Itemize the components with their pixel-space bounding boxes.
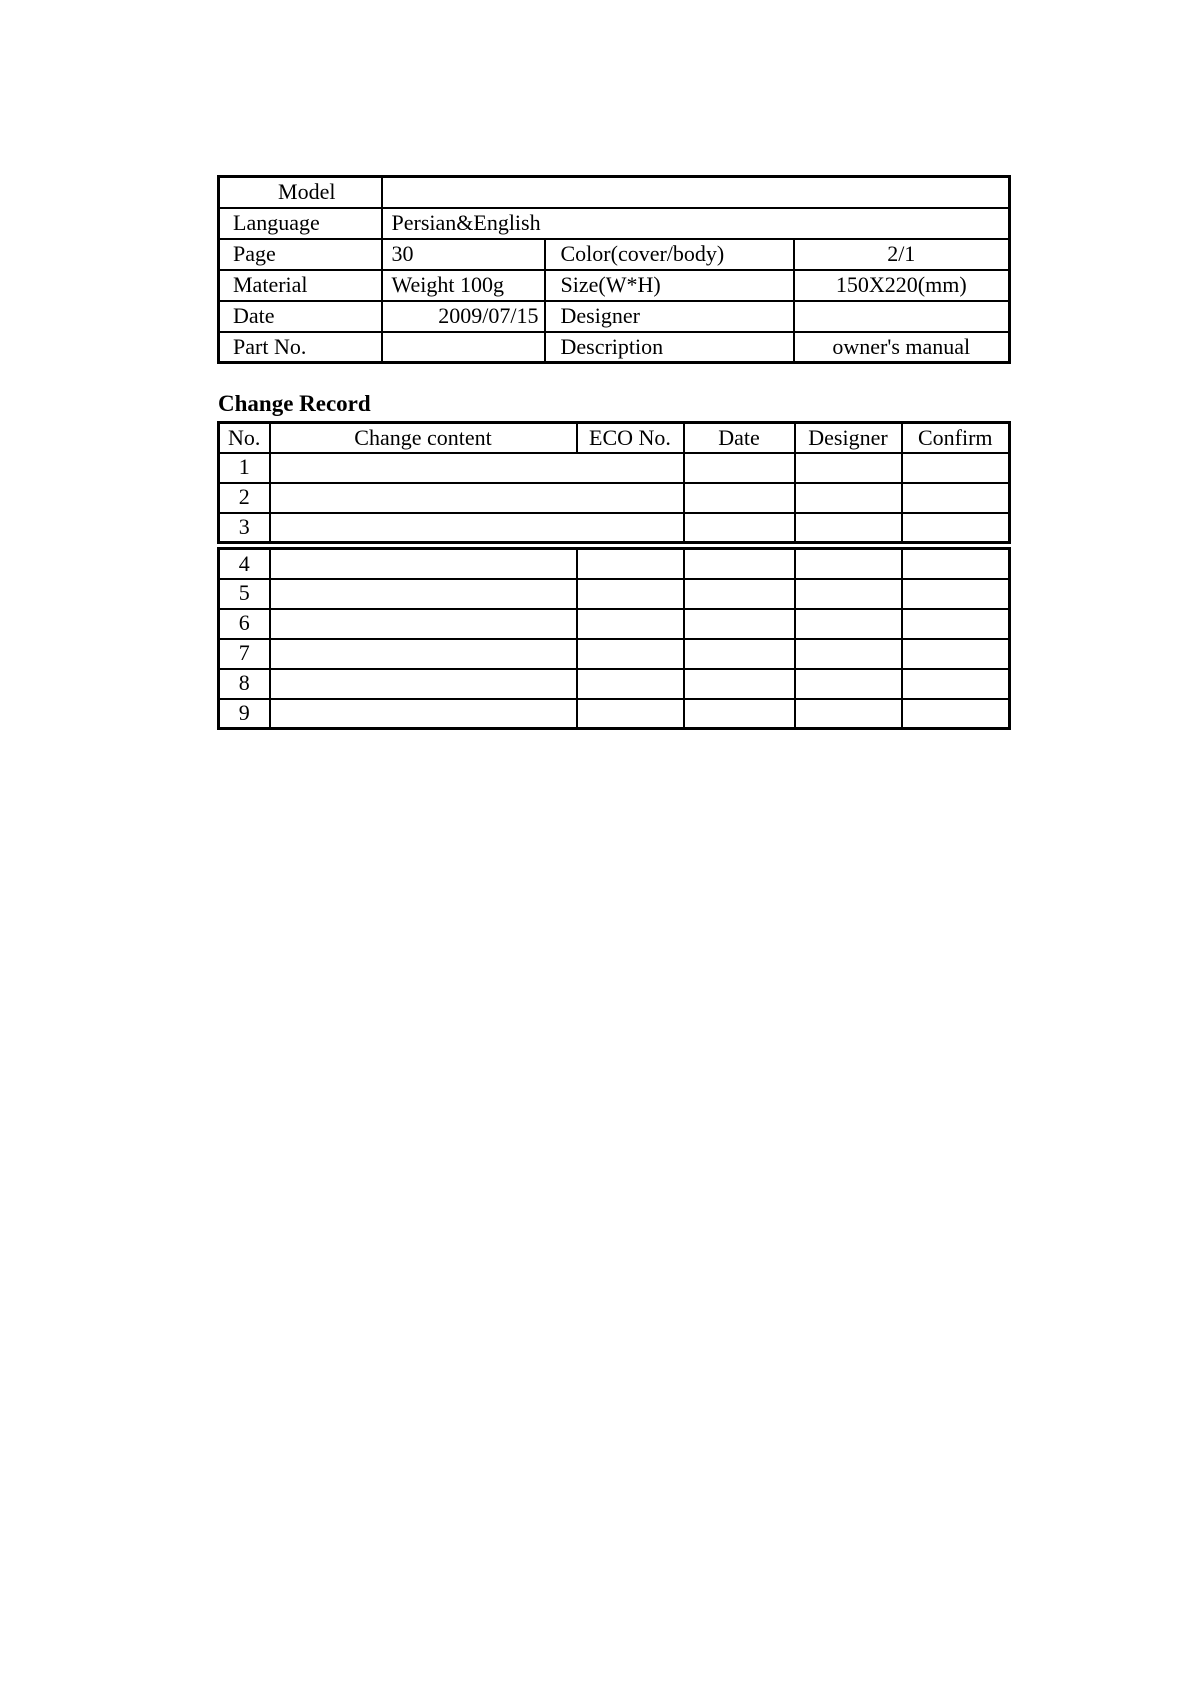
change-record-row-9 [219,699,1010,729]
cr-cell-date [684,609,795,639]
cr-row-number: 9 [219,699,270,729]
change-record-row-3 [219,513,1010,543]
cr-cell-confirm [902,579,1010,609]
spec-row-partno [219,332,1010,363]
spec-label-designer: Designer [545,301,794,332]
cr-cell-designer [795,549,902,579]
cr-cell-change-content [270,549,577,579]
cr-cell-date [684,639,795,669]
spec-label-date: Date [219,301,382,332]
cr-cell-date [684,483,795,513]
cr-cell-designer [795,579,902,609]
cr-cell-eco-no [577,669,684,699]
cr-header-date: Date [684,423,795,453]
cr-cell-confirm [902,669,1010,699]
cr-cell-date [684,699,795,729]
cr-cell-change-content [270,579,577,609]
cr-cell-eco-no [577,639,684,669]
cr-row-number: 2 [219,483,270,513]
cr-cell-date [684,549,795,579]
cr-cell-change-content [270,453,684,483]
spec-value-designer [794,301,1010,332]
cr-header-confirm: Confirm [902,423,1010,453]
change-record-table-bottom [217,547,1011,730]
cr-cell-change-content [270,609,577,639]
spec-label-color: Color(cover/body) [545,239,794,270]
cr-cell-designer [795,483,902,513]
change-record-row-2 [219,483,1010,513]
cr-cell-designer [795,639,902,669]
cr-row-number: 1 [219,453,270,483]
cr-cell-change-content [270,513,684,543]
cr-cell-date [684,453,795,483]
spec-row-language [219,208,1010,239]
cr-cell-confirm [902,639,1010,669]
cr-header-no: No. [219,423,270,453]
cr-header-designer: Designer [795,423,902,453]
spec-value-partno [382,332,545,363]
change-record-heading: Change Record [218,391,371,416]
cr-cell-eco-no [577,699,684,729]
change-record-row-8 [219,669,1010,699]
cr-cell-change-content [270,669,577,699]
cr-cell-designer [795,669,902,699]
spec-value-language: Persian&English [382,208,1010,239]
cr-row-number: 7 [219,639,270,669]
spec-value-date: 2009/07/15 [382,301,545,332]
cr-cell-confirm [902,483,1010,513]
change-record-row-6 [219,609,1010,639]
cr-row-number: 8 [219,669,270,699]
change-record-table-top [217,421,1011,544]
cr-cell-designer [795,609,902,639]
spec-row-model [219,177,1010,208]
spec-value-description: owner's manual [794,332,1010,363]
cr-row-number: 4 [219,549,270,579]
cr-row-number: 5 [219,579,270,609]
cr-cell-confirm [902,609,1010,639]
cr-cell-eco-no [577,549,684,579]
spec-value-size: 150X220(mm) [794,270,1010,301]
cr-cell-confirm [902,453,1010,483]
spec-label-page: Page [219,239,382,270]
cr-cell-designer [795,453,902,483]
change-record-row-5 [219,579,1010,609]
cr-cell-designer [795,513,902,543]
spec-label-language: Language [219,208,382,239]
spec-value-page: 30 [382,239,545,270]
change-record-header-row [219,423,1010,453]
spec-label-partno: Part No. [219,332,382,363]
spec-row-page [219,239,1010,270]
cr-header-eco-no: ECO No. [577,423,684,453]
change-record-row-4 [219,549,1010,579]
spec-value-model [382,177,1010,208]
spec-row-date [219,301,1010,332]
cr-header-change-content: Change content [270,423,577,453]
spec-table [217,175,1011,364]
change-record-row-1 [219,453,1010,483]
cr-cell-date [684,669,795,699]
cr-cell-eco-no [577,579,684,609]
cr-cell-confirm [902,699,1010,729]
spec-label-material: Material [219,270,382,301]
cr-cell-date [684,579,795,609]
cr-cell-eco-no [577,609,684,639]
cr-cell-designer [795,699,902,729]
spec-value-material: Weight 100g [382,270,545,301]
spec-label-description: Description [545,332,794,363]
cr-cell-change-content [270,639,577,669]
spec-label-size: Size(W*H) [545,270,794,301]
spec-row-material [219,270,1010,301]
cr-cell-change-content [270,699,577,729]
cr-cell-date [684,513,795,543]
cr-cell-confirm [902,513,1010,543]
spec-value-color: 2/1 [794,239,1010,270]
change-record-row-7 [219,639,1010,669]
cr-row-number: 6 [219,609,270,639]
cr-row-number: 3 [219,513,270,543]
spec-label-model: Model [219,177,382,208]
cr-cell-confirm [902,549,1010,579]
cr-cell-change-content [270,483,684,513]
